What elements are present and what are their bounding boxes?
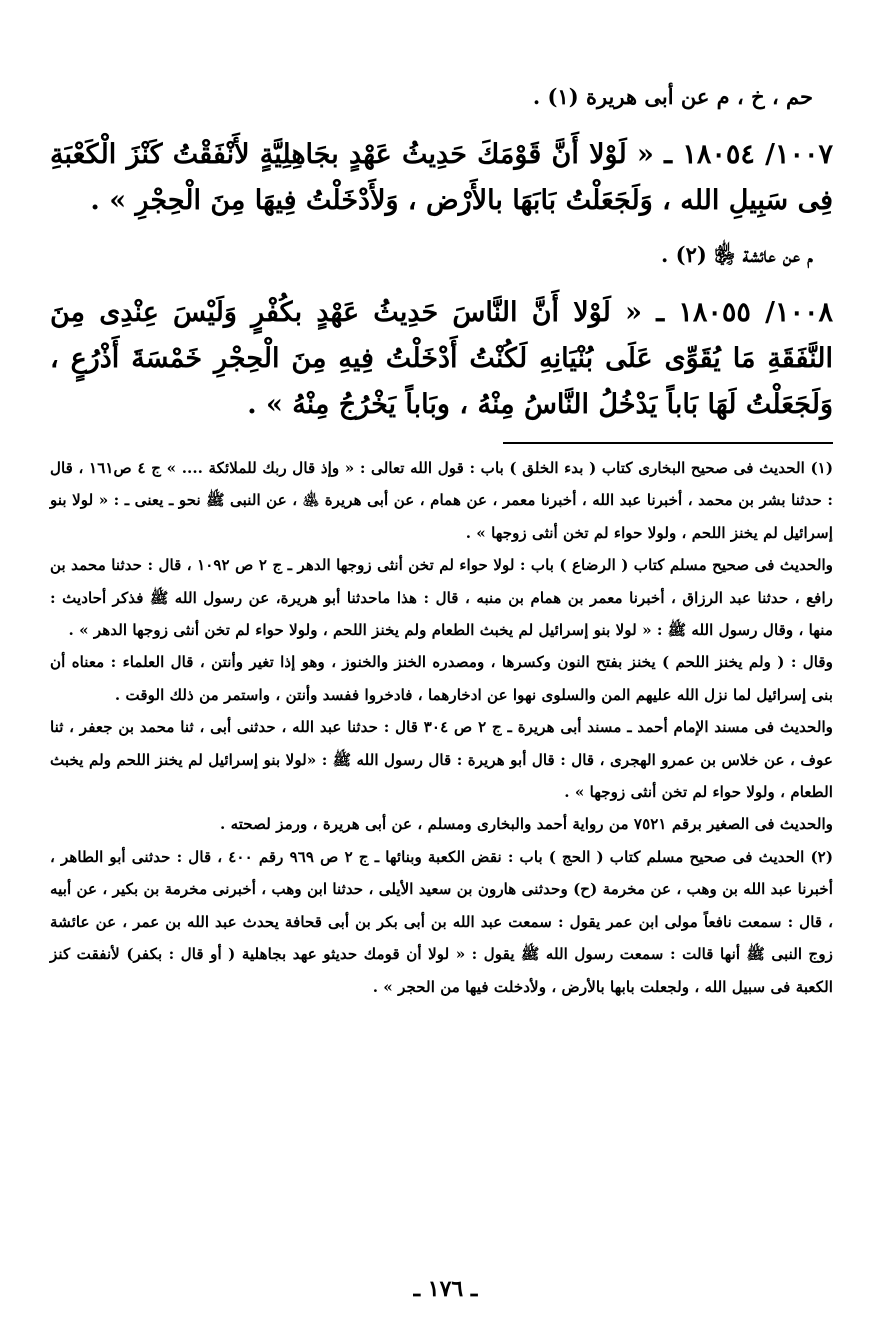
footnote-1-ahmad: والحديث فى مسند الإمام أحمد ـ مسند أبى هريرة ـ ج ٢ ص ٣٠٤ قال : حدثنا عبد الله ، حدثنى أبى ، ثنا محمد بن جعفر ، ثنا عوف ، عن خلاس بن عمرو الهجرى ، قال : قال أبو هريرة : قال رسول الله ﷺ : «لولا بنو إسرائيل لم يخنز اللحم ولم يخبث الطعام ، ولولا حواء لم تخن أنثى زوجها » . <box>50 718 834 802</box>
footnote-1-muslim: والحديث فى صحيح مسلم كتاب ( الرضاع ) باب : لولا حواء لم تخن أنثى زوجها الدهر ـ ج ٢ ص ١٠٩٢ ، قال : حدثنا محمد بن رافع ، حدثنا عبد الرزاق ، أخبرنا معمر بن همام بن منبه ، قال : هذا ماحدثنا أبو هريرة، عن رسول الله ﷺ فذكر أحاديث : منها ، وقال رسول الله ﷺ : « لولا بنو إسرائيل لم يخبث الطعام ولم يخنز اللحم ، ولولا حواء لم تخن أنثى زوجها الدهر » . <box>50 556 834 640</box>
hadith-1007: ١٠٠٧/ ١٨٠٥٤ ـ « لَوْلا أَنَّ قَوْمَكَ حَدِيثُ عَهْدٍ بجَاهِلِيَّةٍ لأَنْفَقْتُ كَنْزَ الْكَعْبَةِ فِى سَبِيلِ الله ، وَلَجَعَلْتُ بَابَهَا بالأَرْض ، وَلأَدْخَلْتُ فِيهَا مِنَ الْحِجْرِ » . <box>50 139 833 216</box>
source-attribution-1: حم ، خ ، م عن أبى هريرة (١) . <box>532 84 813 109</box>
footnote-1-explanation: وقال : ( ولم يخنز اللحم ) يخنز بفتح النون وكسرها ، ومصدره الخنز والخنوز ، وهو إذا تغير وأنتن ، قال العلماء : معناه أن بنى إسرائيل لما نزل الله عليهم المن والسلوى نهوا عن ادخارهما ، فادخروا ففسد وأنتن ، واستمر من ذلك الوقت . <box>50 653 833 704</box>
footnote-1-bukhari: (١) الحديث فى صحيح البخارى كتاب ( بدء الخلق ) باب : قول الله تعالى : « وإذ قال ربك للملائكة .... » ج ٤ ص١٦١ ، قال : حدثنا بشر بن محمد ، أخبرنا عبد الله ، أخبرنا معمر ، عن همام ، عن أبى هريرة ﵁ ، عن النبى ﷺ نحو ـ يعنى ـ : « لولا بنو إسرائيل لم يخنز اللحم ، ولولا حواء لم تخن أنثى زوجها » . <box>50 459 834 542</box>
footnotes <box>50 452 833 1003</box>
footnote-separator <box>503 442 833 444</box>
source-attribution-2: م عن عائشة ﵂ (٢) . <box>661 242 813 267</box>
footnote-1-saghir: والحديث فى الصغير برقم ٧٥٢١ من رواية أحمد والبخارى ومسلم ، عن أبى هريرة ، ورمز لصحته . <box>220 815 833 834</box>
main-text <box>50 82 833 428</box>
hadith-1008: ١٠٠٨/ ١٨٠٥٥ ـ « لَوْلا أَنَّ النَّاسَ حَدِيثُ عَهْدٍ بكُفْرٍ وَلَيْسَ عِنْدِى مِنَ النَّفَقَةِ مَا يُقَوِّى عَلَى بُنْيَانِهِ لَكُنْتُ أَدْخَلْتُ فِيهِ مِنَ الْحِجْرِ خَمْسَةَ أَذْرُعٍ ، وَلَجَعَلْتُ لَهَا بَاباً يَدْخُلُ النَّاسُ مِنْهُ ، وبَاباً يَخْرُجُ مِنْهُ » . <box>50 297 833 420</box>
page-number: ـ ١٧٦ ـ <box>413 1276 478 1302</box>
footnote-2-muslim: (٢) الحديث فى صحيح مسلم كتاب ( الحج ) باب : نقض الكعبة وبنائها ـ ج ٢ ص ٩٦٩ رقم ٤٠٠ ، قال : حدثنى أبو الطاهر ، أخبرنا عبد الله بن وهب ، عن مخرمة (ح) وحدثنى هارون بن سعيد الأيلى ، حدثنا ابن وهب ، أخبرنى مخرمة بن بكير ، عن أبيه ، قال : سمعت نافعاً مولى ابن عمر يقول : سمعت عبد الله بن أبى بكر بن أبى قحافة يحدث عبد الله بن عمر ، عن عائشة زوج النبى ﷺ أنها قالت : سمعت رسول الله ﷺ يقول : « لولا أن قومك حديثو عهد بجاهلية ( أو قال : بكفر) لأنفقت كنز الكعبة فى سبيل الله ، ولجعلت بابها بالأرض ، ولأدخلت فيها من الحجر » . <box>50 847 833 996</box>
